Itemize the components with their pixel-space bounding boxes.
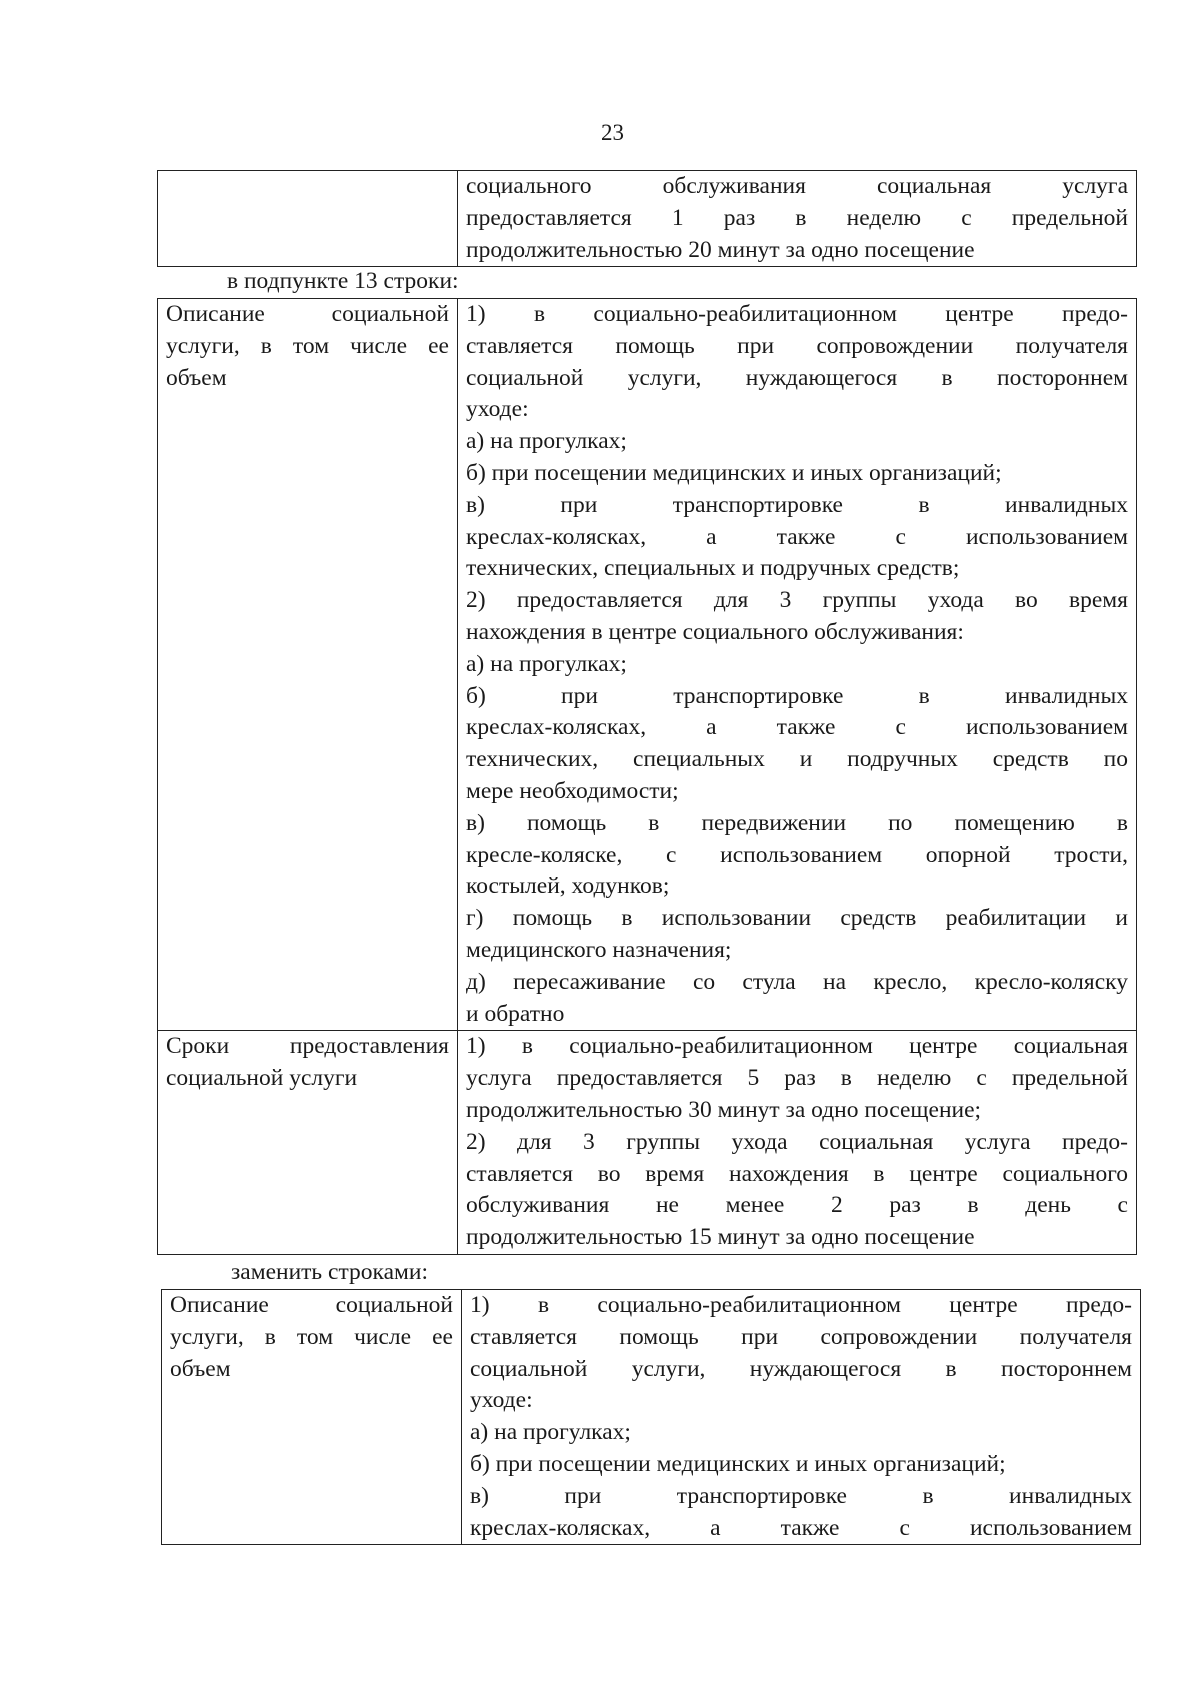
text-line: креслах-колясках, а также с использованием — [466, 523, 1128, 550]
row-content — [462, 1290, 1141, 1545]
text-line: объем — [166, 364, 227, 391]
table-row — [158, 299, 1137, 1031]
text-line: и обратно — [466, 1000, 565, 1027]
text-line: костылей, ходунков; — [466, 873, 670, 900]
text-line: б) при транспортировке в инвалидных — [466, 682, 1128, 709]
text-line: 2) предоставляется для 3 группы ухода во время — [466, 587, 1128, 614]
text-line: услуга предоставляется 5 раз в неделю с предельной — [466, 1065, 1128, 1092]
table-new-rows — [161, 1289, 1141, 1545]
row-label — [158, 1031, 458, 1255]
text-line: д) пересаживание со стула на кресло, кресло-коляску — [466, 968, 1128, 995]
text-line: в) помощь в передвижении по помещению в — [466, 809, 1128, 836]
caption-replace-with: заменить строками: — [231, 1259, 428, 1285]
text-line: а) на прогулках; — [466, 650, 627, 677]
caption-in-subitem: в подпункте 13 строки: — [227, 268, 459, 294]
text-line: предоставляется 1 раз в неделю с предельной — [466, 204, 1128, 231]
text-line: кресле-коляске, с использованием опорной трости, — [466, 841, 1128, 868]
text-line: уходе: — [466, 396, 529, 423]
text-line: услуги, в том числе ее — [166, 332, 449, 359]
text-line: креслах-колясках, а также с использованием — [470, 1514, 1132, 1541]
text-line: уходе: — [470, 1387, 533, 1414]
table-row — [158, 1031, 1137, 1255]
text-line: Сроки предоставления — [166, 1033, 449, 1060]
text-line: Описание социальной — [166, 301, 449, 327]
text-line: ставляется во время нахождения в центре социального — [466, 1160, 1128, 1187]
text-line: креслах-колясках, а также с использованием — [466, 714, 1128, 741]
text-line: 1) в социально-реабилитационном центре социальная — [466, 1033, 1128, 1060]
table-row — [162, 1290, 1141, 1545]
text-line: социальной услуги — [166, 1065, 358, 1092]
text-line: услуги, в том числе ее — [170, 1323, 453, 1350]
text-line: Описание социальной — [170, 1292, 453, 1318]
text-line: социальной услуги, нуждающегося в постороннем — [466, 364, 1128, 391]
text-line: мере необходимости; — [466, 777, 679, 804]
text-line: социальной услуги, нуждающегося в постороннем — [470, 1355, 1132, 1382]
text-line: а) на прогулках; — [466, 428, 627, 455]
text-line: в) при транспортировке в инвалидных — [470, 1482, 1132, 1509]
row-content — [458, 299, 1137, 1031]
text-line: обслуживания не менее 2 раз в день с — [466, 1192, 1128, 1219]
row-label — [158, 299, 458, 1031]
text-line: продолжительностью 15 минут за одно посещение — [466, 1224, 975, 1251]
text-line: объем — [170, 1355, 231, 1382]
text-line: продолжительностью 30 минут за одно посещение; — [466, 1096, 982, 1123]
text-line: г) помощь в использовании средств реабилитации и — [466, 905, 1128, 932]
text-line: социального обслуживания социальная услуга — [466, 173, 1128, 199]
text-line: ставляется помощь при сопровождении получателя — [470, 1323, 1132, 1350]
text-line: 1) в социально-реабилитационном центре предо- — [470, 1292, 1132, 1318]
text-line: технических, специальных и подручных средств по — [466, 746, 1128, 773]
table-row — [158, 171, 1137, 267]
text-line: нахождения в центре социального обслуживания: — [466, 618, 964, 645]
text-line: медицинского назначения; — [466, 936, 732, 963]
row-label — [162, 1290, 462, 1545]
text-line: 1) в социально-реабилитационном центре предо- — [466, 301, 1128, 327]
text-line: продолжительностью 20 минут за одно посещение — [466, 236, 975, 263]
text-line: ставляется помощь при сопровождении получателя — [466, 332, 1128, 359]
row-content — [458, 1031, 1137, 1255]
empty-cell — [158, 171, 458, 267]
text-line: в) при транспортировке в инвалидных — [466, 491, 1128, 518]
table-old-rows — [157, 298, 1137, 1255]
cell-text — [458, 171, 1137, 267]
table-continuation — [157, 170, 1137, 267]
text-line: б) при посещении медицинских и иных организаций; — [470, 1450, 1006, 1477]
page-number: 23 — [601, 120, 624, 145]
text-line: б) при посещении медицинских и иных организаций; — [466, 459, 1002, 486]
text-line: а) на прогулках; — [470, 1419, 631, 1446]
text-line: технических, специальных и подручных средств; — [466, 555, 960, 582]
text-line: 2) для 3 группы ухода социальная услуга предо- — [466, 1128, 1128, 1155]
